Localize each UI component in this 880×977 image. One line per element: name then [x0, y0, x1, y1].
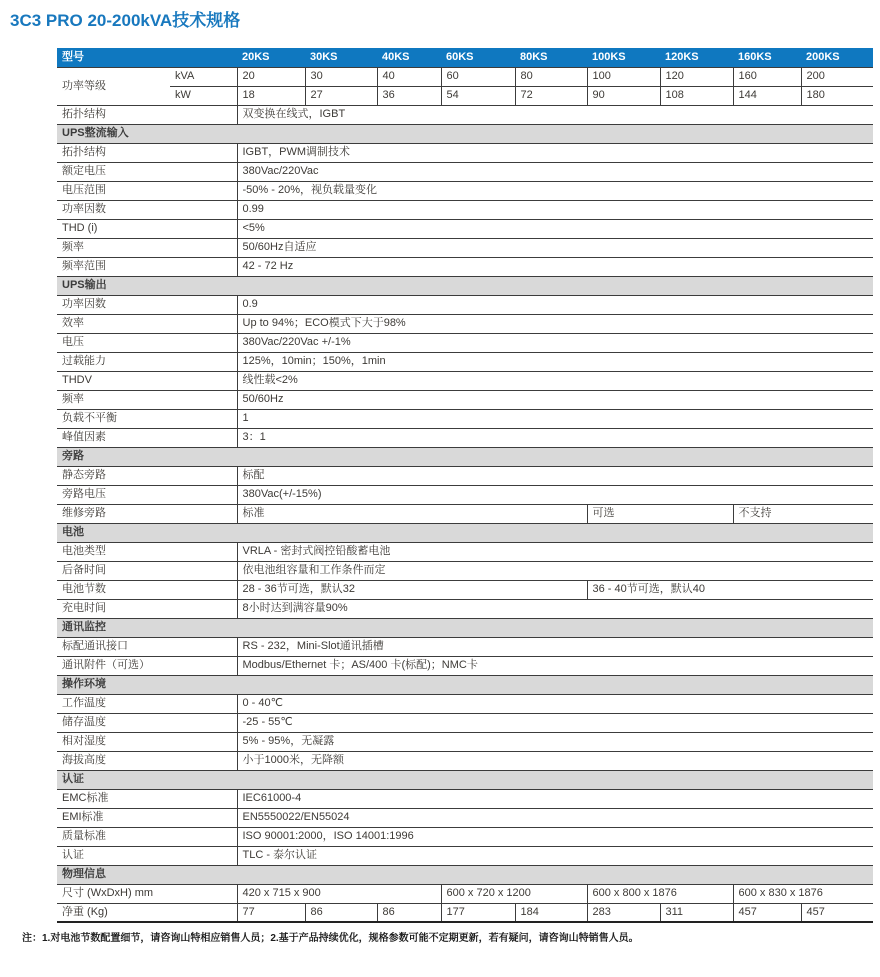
spec-row	[57, 352, 873, 371]
spec-label: EMI标准	[57, 808, 237, 827]
unit-cell: kVA	[170, 67, 237, 86]
spec-label: 效率	[57, 314, 237, 333]
value-cell: 180	[801, 86, 873, 105]
spec-row	[57, 827, 873, 846]
value-cell: 600 x 830 x 1876	[733, 884, 873, 903]
value-cell: 50/60Hz自适应	[237, 238, 873, 257]
value-cell: 双变换在线式，IGBT	[237, 105, 873, 124]
model-header-cell: 100KS	[592, 50, 626, 63]
value-cell: 420 x 715 x 900	[237, 884, 441, 903]
spec-row	[57, 903, 873, 922]
page-title: 3C3 PRO 20-200kVA技术规格	[10, 11, 241, 30]
value-cell: 小于1000米，无降额	[237, 751, 873, 770]
value-cell: 标准	[237, 504, 587, 523]
spec-row	[57, 656, 873, 675]
section-row	[57, 865, 873, 884]
spec-label: 充电时间	[57, 599, 237, 618]
value-cell: 86	[305, 903, 377, 922]
value-cell: 108	[660, 86, 733, 105]
spec-label: 电池节数	[57, 580, 237, 599]
spec-label: 电压	[57, 333, 237, 352]
value-cell: 0.9	[237, 295, 873, 314]
section-label: 旁路	[57, 447, 873, 466]
spec-row	[57, 580, 873, 599]
spec-label: 电压范围	[57, 181, 237, 200]
value-cell: 77	[237, 903, 305, 922]
spec-label: 峰值因素	[57, 428, 237, 447]
spec-row	[57, 637, 873, 656]
value-cell: 36 - 40节可选，默认40	[587, 580, 873, 599]
spec-label: 通讯附件（可选）	[57, 656, 237, 675]
value-cell: 125%，10min；150%，1min	[237, 352, 873, 371]
value-cell: VRLA - 密封式阀控铅酸蓄电池	[237, 542, 873, 561]
spec-label: 储存温度	[57, 713, 237, 732]
value-cell: Modbus/Ethernet 卡；AS/400 卡(标配)；NMC卡	[237, 656, 873, 675]
value-cell: 177	[441, 903, 515, 922]
value-cell: 不支持	[733, 504, 873, 523]
value-cell: 依电池组容量和工作条件而定	[237, 561, 873, 580]
spec-row	[57, 504, 873, 523]
section-label: 操作环境	[57, 675, 873, 694]
spec-row	[57, 846, 873, 865]
value-cell: 144	[733, 86, 801, 105]
spec-label: 净重 (Kg)	[57, 903, 237, 922]
value-cell: 50/60Hz	[237, 390, 873, 409]
value-cell: EN5550022/EN55024	[237, 808, 873, 827]
section-row	[57, 675, 873, 694]
page	[0, 10, 880, 977]
value-cell: 0.99	[237, 200, 873, 219]
value-cell: IEC61000-4	[237, 789, 873, 808]
value-cell: 0 - 40℃	[237, 694, 873, 713]
spec-label: 质量标准	[57, 827, 237, 846]
value-cell: 28 - 36节可选，默认32	[237, 580, 587, 599]
spec-label: 维修旁路	[57, 504, 237, 523]
spec-row	[57, 789, 873, 808]
spec-row	[57, 713, 873, 732]
spec-label: 频率	[57, 390, 237, 409]
spec-label: 功率因数	[57, 295, 237, 314]
spec-label: 相对湿度	[57, 732, 237, 751]
value-cell: 457	[733, 903, 801, 922]
spec-table	[57, 48, 873, 923]
value-cell: 90	[587, 86, 660, 105]
model-header-cell: 20KS	[242, 50, 270, 63]
section-label: 通讯监控	[57, 618, 873, 637]
value-cell: 30	[305, 67, 377, 86]
spec-label: 功率等级	[57, 67, 170, 105]
section-row	[57, 447, 873, 466]
value-cell: RS - 232，Mini-Slot通讯插槽	[237, 637, 873, 656]
value-cell: 457	[801, 903, 873, 922]
section-row	[57, 770, 873, 789]
section-label: UPS整流输入	[57, 124, 873, 143]
value-cell: <5%	[237, 219, 873, 238]
value-cell: 线性载<2%	[237, 371, 873, 390]
spec-row	[57, 333, 873, 352]
spec-label: 海拔高度	[57, 751, 237, 770]
spec-row	[57, 409, 873, 428]
value-cell: 380Vac/220Vac	[237, 162, 873, 181]
model-header-cell: 30KS	[310, 50, 338, 63]
value-cell: 311	[660, 903, 733, 922]
value-cell: ISO 90001:2000，ISO 14001:1996	[237, 827, 873, 846]
value-cell: 1	[237, 409, 873, 428]
value-cell: -25 - 55℃	[237, 713, 873, 732]
value-cell: 3：1	[237, 428, 873, 447]
spec-row	[57, 181, 873, 200]
spec-label: 拓扑结构	[57, 143, 237, 162]
spec-row	[57, 371, 873, 390]
value-cell: IGBT，PWM调制技术	[237, 143, 873, 162]
spec-row	[57, 561, 873, 580]
section-row	[57, 523, 873, 542]
spec-row	[57, 86, 873, 105]
spec-label: THDV	[57, 371, 237, 390]
spec-row	[57, 295, 873, 314]
section-label: 物理信息	[57, 865, 873, 884]
spec-label: 额定电压	[57, 162, 237, 181]
spec-row	[57, 162, 873, 181]
value-cell: 5% - 95%，无凝露	[237, 732, 873, 751]
model-header-cell: 60KS	[446, 50, 474, 63]
value-cell: 40	[377, 67, 441, 86]
model-header-cell: 80KS	[520, 50, 548, 63]
value-cell: 20	[237, 67, 305, 86]
spec-label: 电池类型	[57, 542, 237, 561]
spec-row	[57, 67, 873, 86]
spec-row	[57, 485, 873, 504]
spec-label: 频率	[57, 238, 237, 257]
model-header-label: 型号	[62, 50, 84, 63]
spec-row	[57, 390, 873, 409]
section-row	[57, 618, 873, 637]
spec-row	[57, 314, 873, 333]
spec-label: 后备时间	[57, 561, 237, 580]
value-cell: 160	[733, 67, 801, 86]
spec-row	[57, 599, 873, 618]
spec-label: 旁路电压	[57, 485, 237, 504]
value-cell: 54	[441, 86, 515, 105]
spec-row	[57, 466, 873, 485]
spec-row	[57, 542, 873, 561]
spec-row	[57, 238, 873, 257]
spec-row	[57, 200, 873, 219]
spec-label: 负载不平衡	[57, 409, 237, 428]
spec-label: 频率范围	[57, 257, 237, 276]
spec-label: 工作温度	[57, 694, 237, 713]
value-cell: 42 - 72 Hz	[237, 257, 873, 276]
model-header-cell: 40KS	[382, 50, 410, 63]
spec-label: 过载能力	[57, 352, 237, 371]
section-label: 电池	[57, 523, 873, 542]
value-cell: 可选	[587, 504, 733, 523]
spec-row	[57, 732, 873, 751]
value-cell: 100	[587, 67, 660, 86]
value-cell: 283	[587, 903, 660, 922]
value-cell: 标配	[237, 466, 873, 485]
section-label: UPS输出	[57, 276, 873, 295]
spec-label: 静态旁路	[57, 466, 237, 485]
section-row	[57, 124, 873, 143]
value-cell: 380Vac/220Vac +/-1%	[237, 333, 873, 352]
value-cell: 60	[441, 67, 515, 86]
unit-cell: kW	[170, 86, 237, 105]
value-cell: TLC - 泰尔认证	[237, 846, 873, 865]
spec-row	[57, 257, 873, 276]
value-cell: 184	[515, 903, 587, 922]
spec-label: 标配通讯接口	[57, 637, 237, 656]
model-header-cell: 160KS	[738, 50, 772, 63]
spec-row	[57, 884, 873, 903]
value-cell: 36	[377, 86, 441, 105]
spec-row	[57, 808, 873, 827]
value-cell: 380Vac(+/-15%)	[237, 485, 873, 504]
spec-label: THD (i)	[57, 219, 237, 238]
section-row	[57, 276, 873, 295]
model-header-cell: 120KS	[665, 50, 699, 63]
value-cell: 18	[237, 86, 305, 105]
value-cell: 27	[305, 86, 377, 105]
spec-label: 认证	[57, 846, 237, 865]
spec-row	[57, 219, 873, 238]
value-cell: 120	[660, 67, 733, 86]
spec-row	[57, 143, 873, 162]
spec-label: 功率因数	[57, 200, 237, 219]
spec-table-body	[57, 67, 873, 922]
value-cell: 8小时达到满容量90%	[237, 599, 873, 618]
spec-row	[57, 105, 873, 124]
model-header-cell: 200KS	[806, 50, 840, 63]
footnote: 注：1.对电池节数配置细节，请咨询山特相应销售人员；2.基于产品持续优化，规格参数可能不定期更新，若有疑问，请咨询山特销售人员。	[22, 933, 639, 944]
table-header-row	[57, 48, 873, 67]
spec-label: EMC标准	[57, 789, 237, 808]
value-cell: Up to 94%；ECO模式下大于98%	[237, 314, 873, 333]
section-label: 认证	[57, 770, 873, 789]
value-cell: 86	[377, 903, 441, 922]
spec-row	[57, 428, 873, 447]
spec-row	[57, 694, 873, 713]
value-cell: 72	[515, 86, 587, 105]
value-cell: 600 x 720 x 1200	[441, 884, 587, 903]
value-cell: -50% - 20%，视负载量变化	[237, 181, 873, 200]
value-cell: 80	[515, 67, 587, 86]
spec-label: 尺寸 (WxDxH) mm	[57, 884, 237, 903]
spec-row	[57, 751, 873, 770]
value-cell: 200	[801, 67, 873, 86]
spec-label: 拓扑结构	[57, 105, 237, 124]
value-cell: 600 x 800 x 1876	[587, 884, 733, 903]
